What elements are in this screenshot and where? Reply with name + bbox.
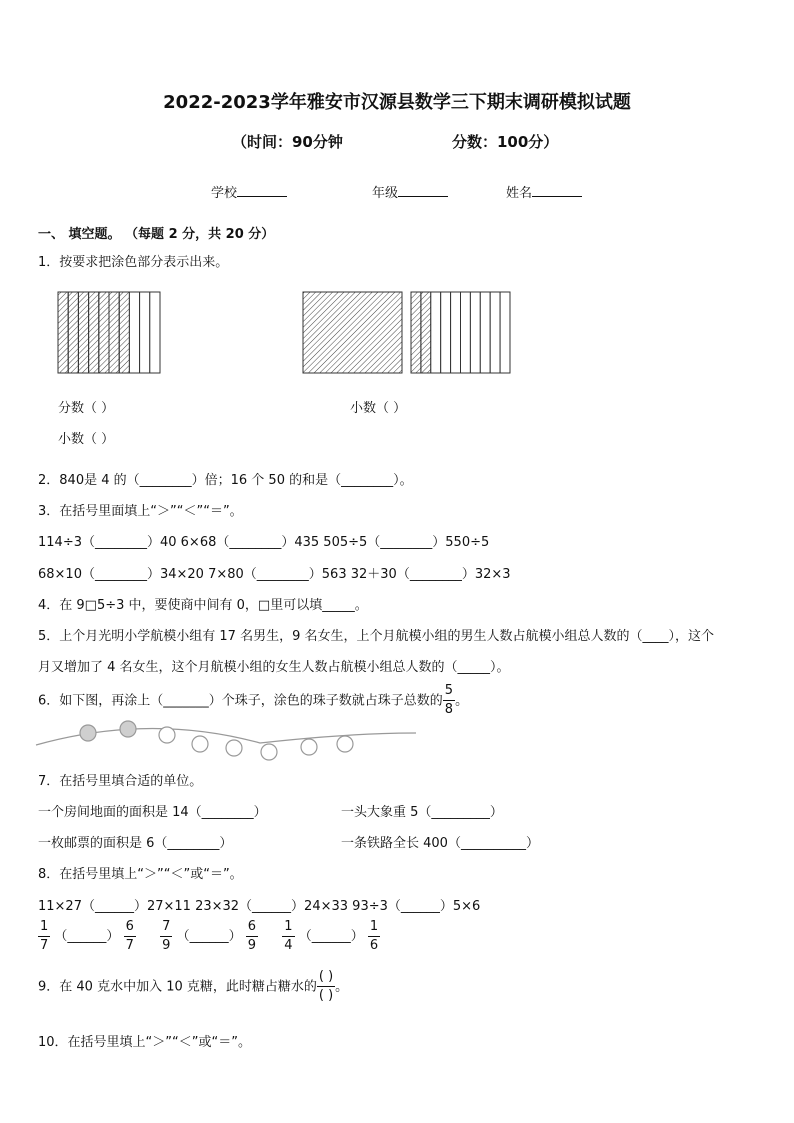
q8-3-blank: （______） [298, 929, 364, 945]
q9-frac-den: ( ) [318, 988, 334, 1004]
q1-decimal-label-right: 小数（ ） [350, 401, 407, 416]
q8-2-left-den: 9 [162, 938, 171, 954]
q8-2-left-num: 7 [160, 920, 172, 937]
grid-cell [150, 292, 160, 373]
q8-compare-2 [160, 919, 262, 954]
grid-cell-shaded [411, 292, 421, 373]
q3-row-1: 114÷3（________）40 6×68（________）435 505÷5（________）550÷5 [38, 535, 490, 550]
school-label: 学校 [211, 186, 238, 201]
name-field [506, 182, 582, 201]
exam-time: （时间：90分钟 [232, 133, 343, 151]
grid-cell [140, 292, 150, 373]
q8-2-blank: （______） [176, 929, 242, 945]
bead [159, 727, 175, 743]
q8-2-right-den: 9 [247, 938, 256, 954]
q1-figures [0, 285, 794, 395]
grade-label: 年级 [372, 186, 399, 201]
bead [337, 736, 353, 752]
q6-beads-figure [30, 715, 430, 765]
q8-compare-1 [38, 919, 140, 954]
grid-cell-shaded [109, 292, 119, 373]
page-title: 2022-2023学年雅安市汉源县数学三下期末调研模拟试题 [163, 92, 631, 113]
q6-fraction [443, 684, 455, 718]
q8-3-right-den: 6 [369, 938, 379, 954]
q1-fraction-label: 分数（ ） [58, 401, 115, 416]
name-blank [532, 184, 582, 197]
grid-whole-shaded [303, 292, 402, 373]
q6-beads [80, 721, 353, 760]
grid-cell-shaded [119, 292, 129, 373]
q7-item-b: 一头大象重 5（_________） [341, 805, 503, 820]
grid-cell [500, 292, 510, 373]
q8-1-right-num: 6 [124, 920, 136, 937]
grid-cell-shaded [68, 292, 78, 373]
q6-frac-num: 5 [443, 684, 455, 701]
bead [226, 740, 242, 756]
grade-field [372, 182, 448, 201]
grid-cell [451, 292, 461, 373]
name-label: 姓名 [506, 186, 533, 201]
q8-1-left-den: 7 [40, 938, 49, 954]
q7-item-d: 一条铁路全长 400（__________） [341, 836, 539, 851]
question-9 [38, 970, 348, 1004]
grid-cell [431, 292, 441, 373]
question-6 [38, 684, 468, 718]
q9-fraction [317, 970, 335, 1004]
q1-decimal-label-left: 小数（ ） [58, 432, 115, 447]
bead [261, 744, 277, 760]
q1-grid-right [303, 292, 510, 373]
question-5-line-1: 5．上个月光明小学航模小组有 17 名男生，9 名女生，上个月航模小组的男生人数占航模小组总人数的（____），这个 [38, 629, 714, 644]
question-5-line-2: 月又增加了 4 名女生，这个月航模小组的女生人数占航模小组总人数的（_____）。 [38, 660, 510, 675]
q9-end: 。 [335, 979, 349, 995]
q6-text: 6．如下图，再涂上（_______）个珠子，涂色的珠子数就占珠子总数的 [38, 693, 443, 709]
q6-frac-den: 8 [444, 702, 454, 718]
school-field [211, 182, 287, 201]
q8-3-left-num: 1 [282, 920, 294, 937]
q6-end: 。 [455, 693, 469, 709]
q8-1-left-num: 1 [38, 920, 50, 937]
question-2: 2．840是 4 的（________）倍；16 个 50 的和是（________）。 [38, 473, 413, 488]
grid-cell [490, 292, 500, 373]
q7-item-a: 一个房间地面的面积是 14（________） [38, 805, 267, 820]
question-4: 4．在 9□5÷3 中，要使商中间有 0，□里可以填_____。 [38, 598, 368, 613]
grid-cell-shaded [58, 292, 68, 373]
q3-row-2: 68×10（________）34×20 7×80（________）563 32＋30（________）32×3 [38, 567, 511, 582]
grid-cell-shaded [78, 292, 88, 373]
q8-2-right-num: 6 [246, 920, 258, 937]
grid-cell-shaded [89, 292, 99, 373]
grid-cell [480, 292, 490, 373]
q8-row-1: 11×27（______）27×11 23×32（______）24×33 93÷3（______）5×6 [38, 899, 481, 914]
grid-cell-shaded [421, 292, 431, 373]
question-8: 8．在括号里填上“＞”“＜”或“＝”。 [38, 867, 243, 882]
question-1: 1．按要求把涂色部分表示出来。 [38, 255, 229, 270]
exam-score: 分数：100分） [452, 133, 559, 151]
grid-cell-shaded [99, 292, 109, 373]
bead-shaded [120, 721, 136, 737]
grid-cell [441, 292, 451, 373]
bead-shaded [80, 725, 96, 741]
section-heading: 一、 填空题。 （每题 2 分，共 20 分） [38, 227, 275, 242]
q8-fraction-row [38, 920, 380, 954]
bead [301, 739, 317, 755]
grid-cell [129, 292, 139, 373]
question-10: 10．在括号里填上“＞”“＜”或“＝”。 [38, 1035, 251, 1050]
q9-text: 9．在 40 克水中加入 10 克糖，此时糖占糖水的 [38, 979, 317, 995]
q1-grid-left [58, 292, 160, 373]
q8-compare-3 [282, 919, 380, 954]
bead [192, 736, 208, 752]
q7-item-c: 一枚邮票的面积是 6（________） [38, 836, 233, 851]
q8-1-right-den: 7 [125, 938, 134, 954]
q8-3-right-num: 1 [368, 920, 380, 937]
question-3: 3．在括号里面填上“＞”“＜”“＝”。 [38, 504, 243, 519]
school-blank [237, 184, 287, 197]
question-7: 7．在括号里填合适的单位。 [38, 774, 203, 789]
q8-1-blank: （______） [54, 929, 120, 945]
grade-blank [398, 184, 448, 197]
q8-3-left-den: 4 [284, 938, 293, 954]
grid-cell [461, 292, 471, 373]
q9-frac-num: ( ) [317, 970, 335, 987]
grid-cell [470, 292, 480, 373]
